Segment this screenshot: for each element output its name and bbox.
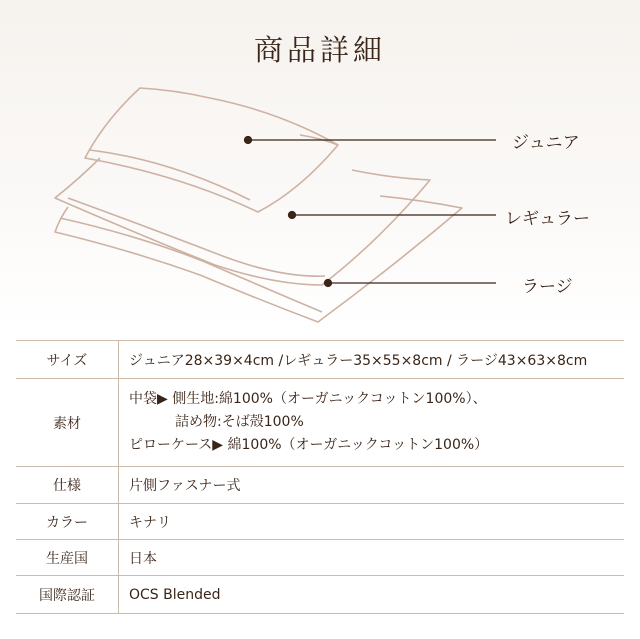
callout-dot-regular xyxy=(289,212,296,219)
callout-label-regular: レギュラー xyxy=(505,209,590,229)
spec-label: 国際認証 xyxy=(16,576,119,614)
callout-label-junior: ジュニア xyxy=(512,133,580,153)
spec-value: ジュニア28×39×4cm /レギュラー35×55×8cm / ラージ43×63×8cm xyxy=(119,341,625,379)
page-title: 商品詳細 xyxy=(253,33,386,67)
spec-row-origin xyxy=(16,540,624,576)
callout-dot-large xyxy=(325,280,332,287)
spec-value: 日本 xyxy=(119,540,625,576)
spec-value: OCS Blended xyxy=(119,576,625,614)
spec-row-material xyxy=(16,379,624,467)
spec-value xyxy=(119,379,625,467)
spec-row-size xyxy=(16,341,624,379)
spec-label: カラー xyxy=(16,504,119,540)
spec-value: 片側ファスナー式 xyxy=(119,467,625,504)
spec-label: 素材 xyxy=(16,379,119,467)
material-line: ピローケース▶ 綿100%（オーガニックコットン100%） xyxy=(129,437,489,453)
spec-table xyxy=(16,340,624,614)
spec-row-spec xyxy=(16,467,624,504)
large-pillow-edge xyxy=(60,218,322,312)
spec-label: 仕様 xyxy=(16,467,119,504)
regular-pillow-edge xyxy=(68,198,325,276)
junior-pillow-outline xyxy=(85,88,338,212)
spec-row-color xyxy=(16,504,624,540)
material-line: 詰め物:そば殻100% xyxy=(175,414,304,430)
regular-pillow-outline xyxy=(55,158,430,285)
callout-label-large: ラージ xyxy=(522,277,573,297)
material-line: 中袋▶ 側生地:綿100%（オーガニックコットン100%）、 xyxy=(129,391,487,407)
spec-label: サイズ xyxy=(16,341,119,379)
junior-pillow-fold xyxy=(90,150,250,200)
spec-value: キナリ xyxy=(119,504,625,540)
spec-label: 生産国 xyxy=(16,540,119,576)
callout-dot-junior xyxy=(245,137,252,144)
spec-row-cert xyxy=(16,576,624,614)
